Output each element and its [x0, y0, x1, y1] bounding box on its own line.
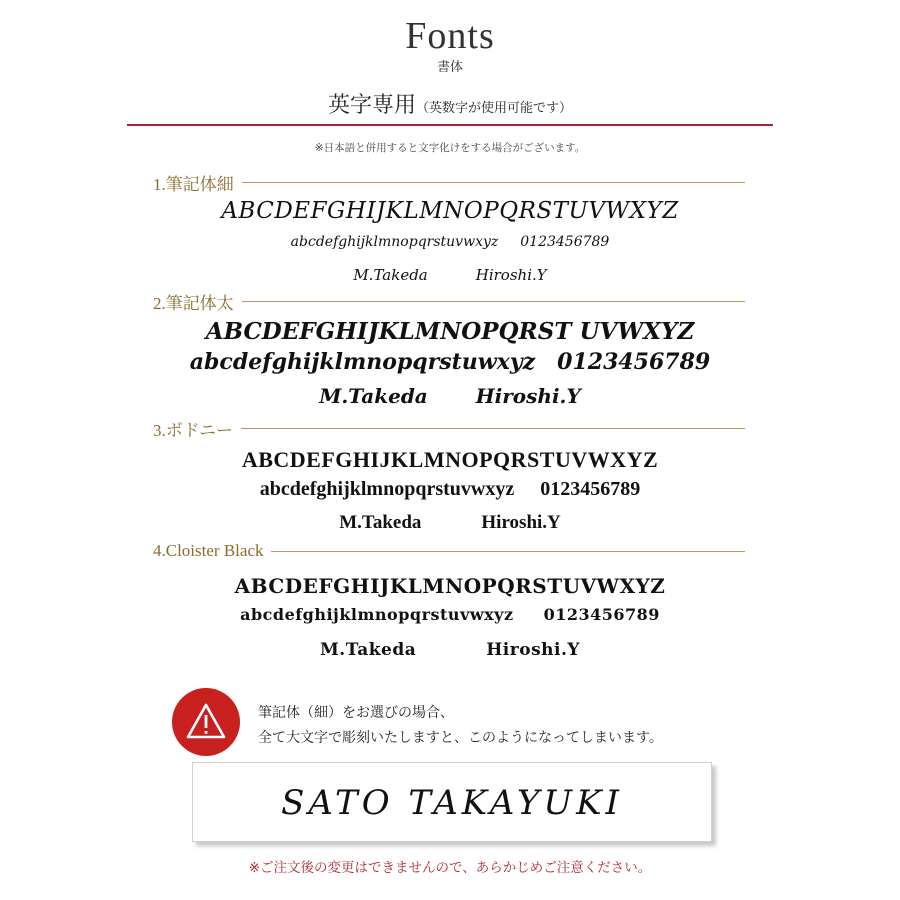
section-3-label: 3.ボドニー	[153, 420, 234, 440]
section-3-header	[153, 416, 745, 440]
section-2-names	[0, 384, 900, 408]
section-2-name1: M.Takeda	[319, 384, 428, 408]
section-2-lowercase: abcdefghijklmnopqrstuwxyz	[189, 349, 536, 375]
section-3-name2: Hiroshi.Y	[481, 512, 561, 533]
section-4-uppercase: ABCDEFGHIJKLMNOPQRSTUVWXYZ	[234, 574, 666, 598]
order-change-note: ※ご注文後の変更はできませんので、あらかじめご注意ください。	[248, 860, 652, 876]
warning-line-1: 筆記体（細）をお選びの場合、	[258, 705, 454, 721]
section-4-lower-digits	[0, 605, 900, 624]
section-3-uppercase: ABCDEFGHIJKLMNOPQRSTUVWXYZ	[241, 447, 659, 472]
section-4-label: 4.Cloister Black	[153, 541, 264, 560]
section-1-header	[153, 170, 745, 194]
section-3-names	[0, 512, 900, 534]
section-1-name1: M.Takeda	[353, 266, 428, 284]
page-subtitle: 書体	[436, 60, 463, 75]
section-4-header	[153, 539, 745, 563]
section-1-lower-digits	[0, 234, 900, 250]
section-3-lowercase: abcdefghijklmnopqrstuvwxyz	[259, 478, 515, 500]
section-2-lower-digits	[0, 349, 900, 375]
section-2-uppercase: ABCDEFGHIJKLMNOPQRST UVWXYZ	[205, 318, 695, 345]
section-2-label: 2.筆記体太	[153, 293, 234, 313]
section-4-lowercase: abcdefghijklmnopqrstuvwxyz	[240, 605, 514, 624]
section-1-rule	[242, 182, 745, 183]
warning-line-2: 全て大文字で彫刻いたしますと、このようになってしまいます。	[258, 730, 663, 746]
section-1-label: 1.筆記体細	[153, 174, 234, 194]
section-4-rule	[271, 551, 745, 552]
section-2-name2: Hiroshi.Y	[475, 384, 581, 408]
header-divider	[127, 124, 773, 126]
section-4-digits: 0123456789	[543, 605, 660, 624]
section-2-rule	[242, 301, 745, 302]
section-3-lower-digits	[0, 478, 900, 501]
section-1-lowercase: abcdefghijklmnopqrstuvwxyz	[290, 234, 499, 250]
section-2-header	[153, 289, 745, 313]
section-4-names	[0, 640, 900, 660]
heading-main: 英字専用	[327, 93, 416, 118]
uppercase-script-example	[192, 762, 712, 842]
section-3-name1: M.Takeda	[339, 512, 422, 533]
section-1-digits: 0123456789	[520, 234, 610, 250]
mojibake-caution: ※日本語と併用すると文字化けをする場合がございます。	[314, 142, 586, 154]
section-1-name2: Hiroshi.Y	[475, 266, 547, 284]
heading-note: （英数字が使用可能です）	[416, 101, 573, 116]
section-heading	[0, 88, 900, 119]
section-1-names	[0, 266, 900, 284]
example-name: SATO TAKAYUKI	[281, 783, 623, 823]
section-3-rule	[241, 428, 745, 429]
section-4-name1: M.Takeda	[319, 640, 417, 660]
section-2-digits: 0123456789	[557, 349, 711, 375]
warning-triangle-icon	[172, 688, 240, 756]
section-4-name2: Hiroshi.Y	[486, 640, 581, 660]
section-3-digits: 0123456789	[540, 478, 641, 500]
page-title: Fonts	[405, 15, 495, 57]
section-1-uppercase: ABCDEFGHIJKLMNOPQRSTUVWXYZ	[221, 198, 679, 224]
